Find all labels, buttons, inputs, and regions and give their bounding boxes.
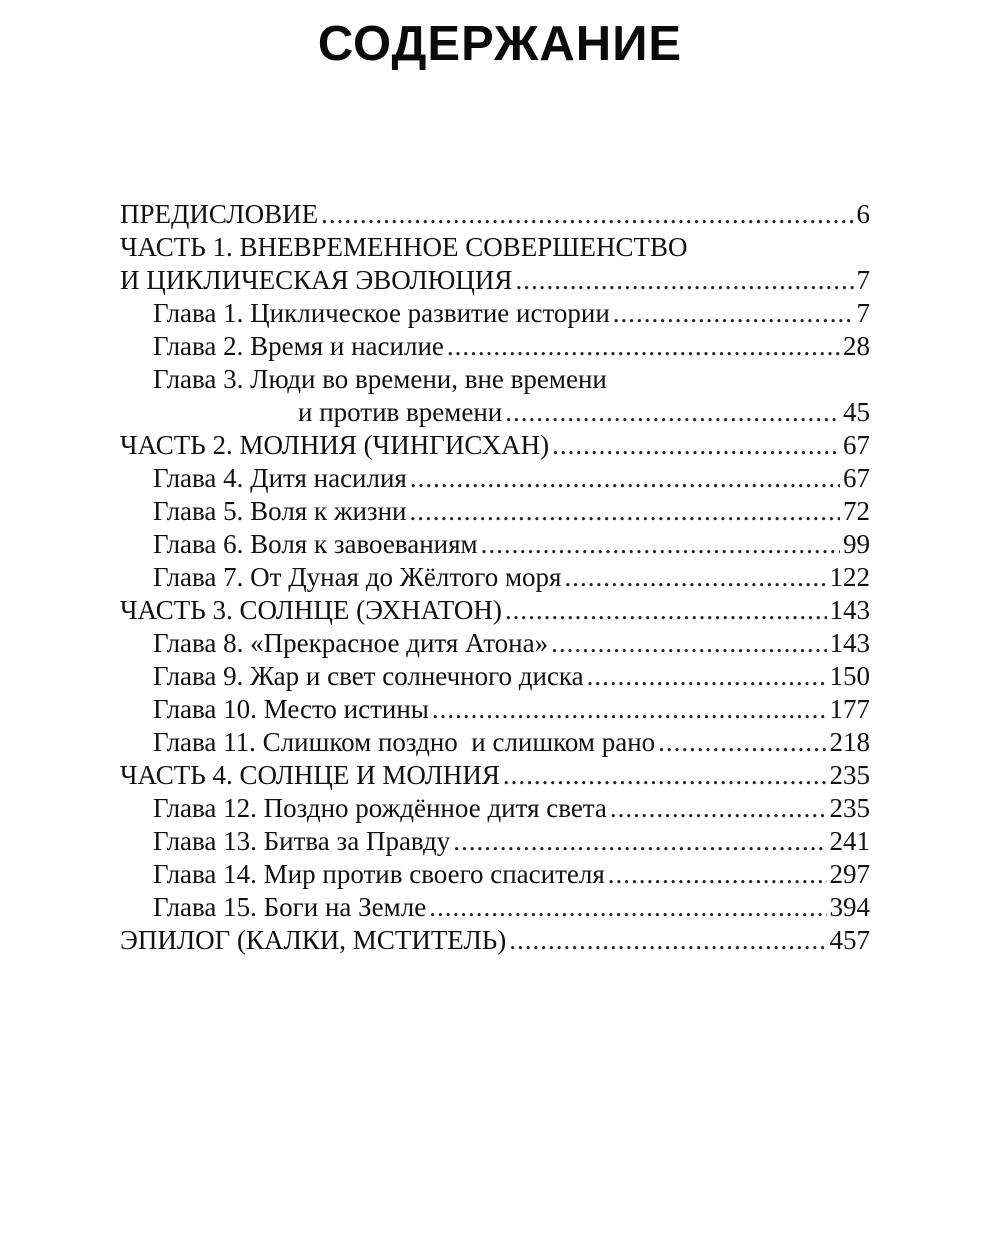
- toc-entry-chapter-7: [120, 561, 870, 594]
- toc-entry-chapter-14: [120, 858, 870, 891]
- dot-leader: [453, 825, 826, 858]
- toc-page-number: 143: [829, 595, 870, 625]
- toc-page-number: 235: [829, 760, 870, 790]
- toc-label: Глава 8. «Прекрасное дитя Атона»: [153, 628, 549, 658]
- toc-label: Глава 1. Циклическое развитие истории: [153, 298, 610, 328]
- dot-leader: [564, 561, 826, 594]
- toc-entry-chapter-10: [120, 693, 870, 726]
- dot-leader: [613, 297, 854, 330]
- toc-entry-chapter-5: [120, 495, 870, 528]
- dot-leader: [515, 264, 853, 297]
- toc-page-number: 394: [829, 892, 870, 922]
- toc-entry-chapter-13: [120, 825, 870, 858]
- toc-page-number: 457: [829, 925, 870, 955]
- toc-entry-chapter-11: [120, 726, 870, 759]
- dot-leader: [410, 462, 840, 495]
- toc-page-number: 99: [843, 529, 870, 559]
- toc-label: Глава 2. Время и насилие: [153, 331, 444, 361]
- toc-label: Глава 10. Место истины: [153, 694, 429, 724]
- dot-leader: [321, 198, 853, 231]
- dot-leader: [410, 495, 841, 528]
- toc-page-number: 177: [829, 694, 870, 724]
- toc-label: Глава 12. Поздно рождённое дитя света: [153, 793, 607, 823]
- toc-entry-chapter-2: [120, 330, 870, 363]
- toc-entry-chapter-6: [120, 528, 870, 561]
- toc-entry-chapter-1: [120, 297, 870, 330]
- toc-entry-part-1: [120, 231, 870, 297]
- toc-label: Глава 7. От Дуная до Жёлтого моря: [153, 562, 562, 592]
- dot-leader: [552, 429, 840, 462]
- dot-leader: [505, 396, 840, 429]
- toc-page-number: 28: [843, 331, 870, 361]
- dot-leader: [658, 726, 826, 759]
- dot-leader: [432, 693, 827, 726]
- dot-leader: [505, 594, 827, 627]
- toc-entry-chapter-8: [120, 627, 870, 660]
- toc-label: Глава 11. Слишком поздно и слишком рано: [153, 727, 656, 757]
- toc-page-number: 6: [856, 199, 870, 229]
- toc-label: Глава 15. Боги на Земле: [153, 892, 427, 922]
- toc-entry-part-4: [120, 759, 870, 792]
- toc-entry-chapter-9: [120, 660, 870, 693]
- table-of-contents: [120, 198, 870, 957]
- toc-page-number: 7: [856, 265, 870, 295]
- toc-label: ЧАСТЬ 2. МОЛНИЯ (ЧИНГИСХАН): [120, 430, 550, 460]
- toc-label-line-1: ЧАСТЬ 1. ВНЕВРЕМЕННОЕ СОВЕРШЕНСТВО: [120, 232, 688, 262]
- toc-page-number: 7: [856, 298, 870, 328]
- toc-page-number: 218: [829, 727, 870, 757]
- toc-label: ЭПИЛОГ (КАЛКИ, МСТИТЕЛЬ): [120, 925, 507, 955]
- toc-page-number: 241: [829, 826, 870, 856]
- toc-entry-chapter-4: [120, 462, 870, 495]
- toc-entry-chapter-3: [120, 363, 870, 429]
- toc-entry-part-2: [120, 429, 870, 462]
- toc-label-line-1: Глава 3. Люди во времени, вне времени: [153, 364, 607, 394]
- toc-entry-epilogue: [120, 924, 870, 957]
- toc-page-number: 67: [843, 463, 870, 493]
- toc-label: Глава 13. Битва за Правду: [153, 826, 451, 856]
- toc-label-line-2: и против времени: [298, 397, 503, 427]
- toc-page-number: 150: [829, 661, 870, 691]
- page-title: СОДЕРЖАНИЕ: [317, 17, 683, 71]
- dot-leader: [509, 924, 826, 957]
- toc-label: ЧАСТЬ 4. СОЛНЦЕ И МОЛНИЯ: [120, 760, 500, 790]
- toc-entry-part-3: [120, 594, 870, 627]
- toc-label: ПРЕДИСЛОВИЕ: [120, 199, 319, 229]
- toc-page-number: 72: [843, 496, 870, 526]
- toc-label: Глава 14. Мир против своего спасителя: [153, 859, 605, 889]
- dot-leader: [608, 858, 827, 891]
- dot-leader: [587, 660, 827, 693]
- toc-label: Глава 4. Дитя насилия: [153, 463, 407, 493]
- toc-page-number: 67: [843, 430, 870, 460]
- toc-label: ЧАСТЬ 3. СОЛНЦЕ (ЭХНАТОН): [120, 595, 502, 625]
- dot-leader: [481, 528, 840, 561]
- toc-page-number: 235: [829, 793, 870, 823]
- toc-entry-preface: [120, 198, 870, 231]
- dot-leader: [447, 330, 840, 363]
- dot-leader: [551, 627, 826, 660]
- toc-page-number: 122: [829, 562, 870, 592]
- toc-label: Глава 5. Воля к жизни: [153, 496, 407, 526]
- dot-leader: [610, 792, 827, 825]
- toc-label: Глава 9. Жар и свет солнечного диска: [153, 661, 584, 691]
- toc-page-number: 297: [829, 859, 870, 889]
- dot-leader: [429, 891, 826, 924]
- toc-label-line-2: И ЦИКЛИЧЕСКАЯ ЭВОЛЮЦИЯ: [120, 265, 513, 295]
- toc-entry-chapter-12: [120, 792, 870, 825]
- toc-page-number: 45: [843, 397, 870, 427]
- toc-entry-chapter-15: [120, 891, 870, 924]
- toc-page-number: 143: [829, 628, 870, 658]
- dot-leader: [503, 759, 827, 792]
- toc-label: Глава 6. Воля к завоеваниям: [153, 529, 478, 559]
